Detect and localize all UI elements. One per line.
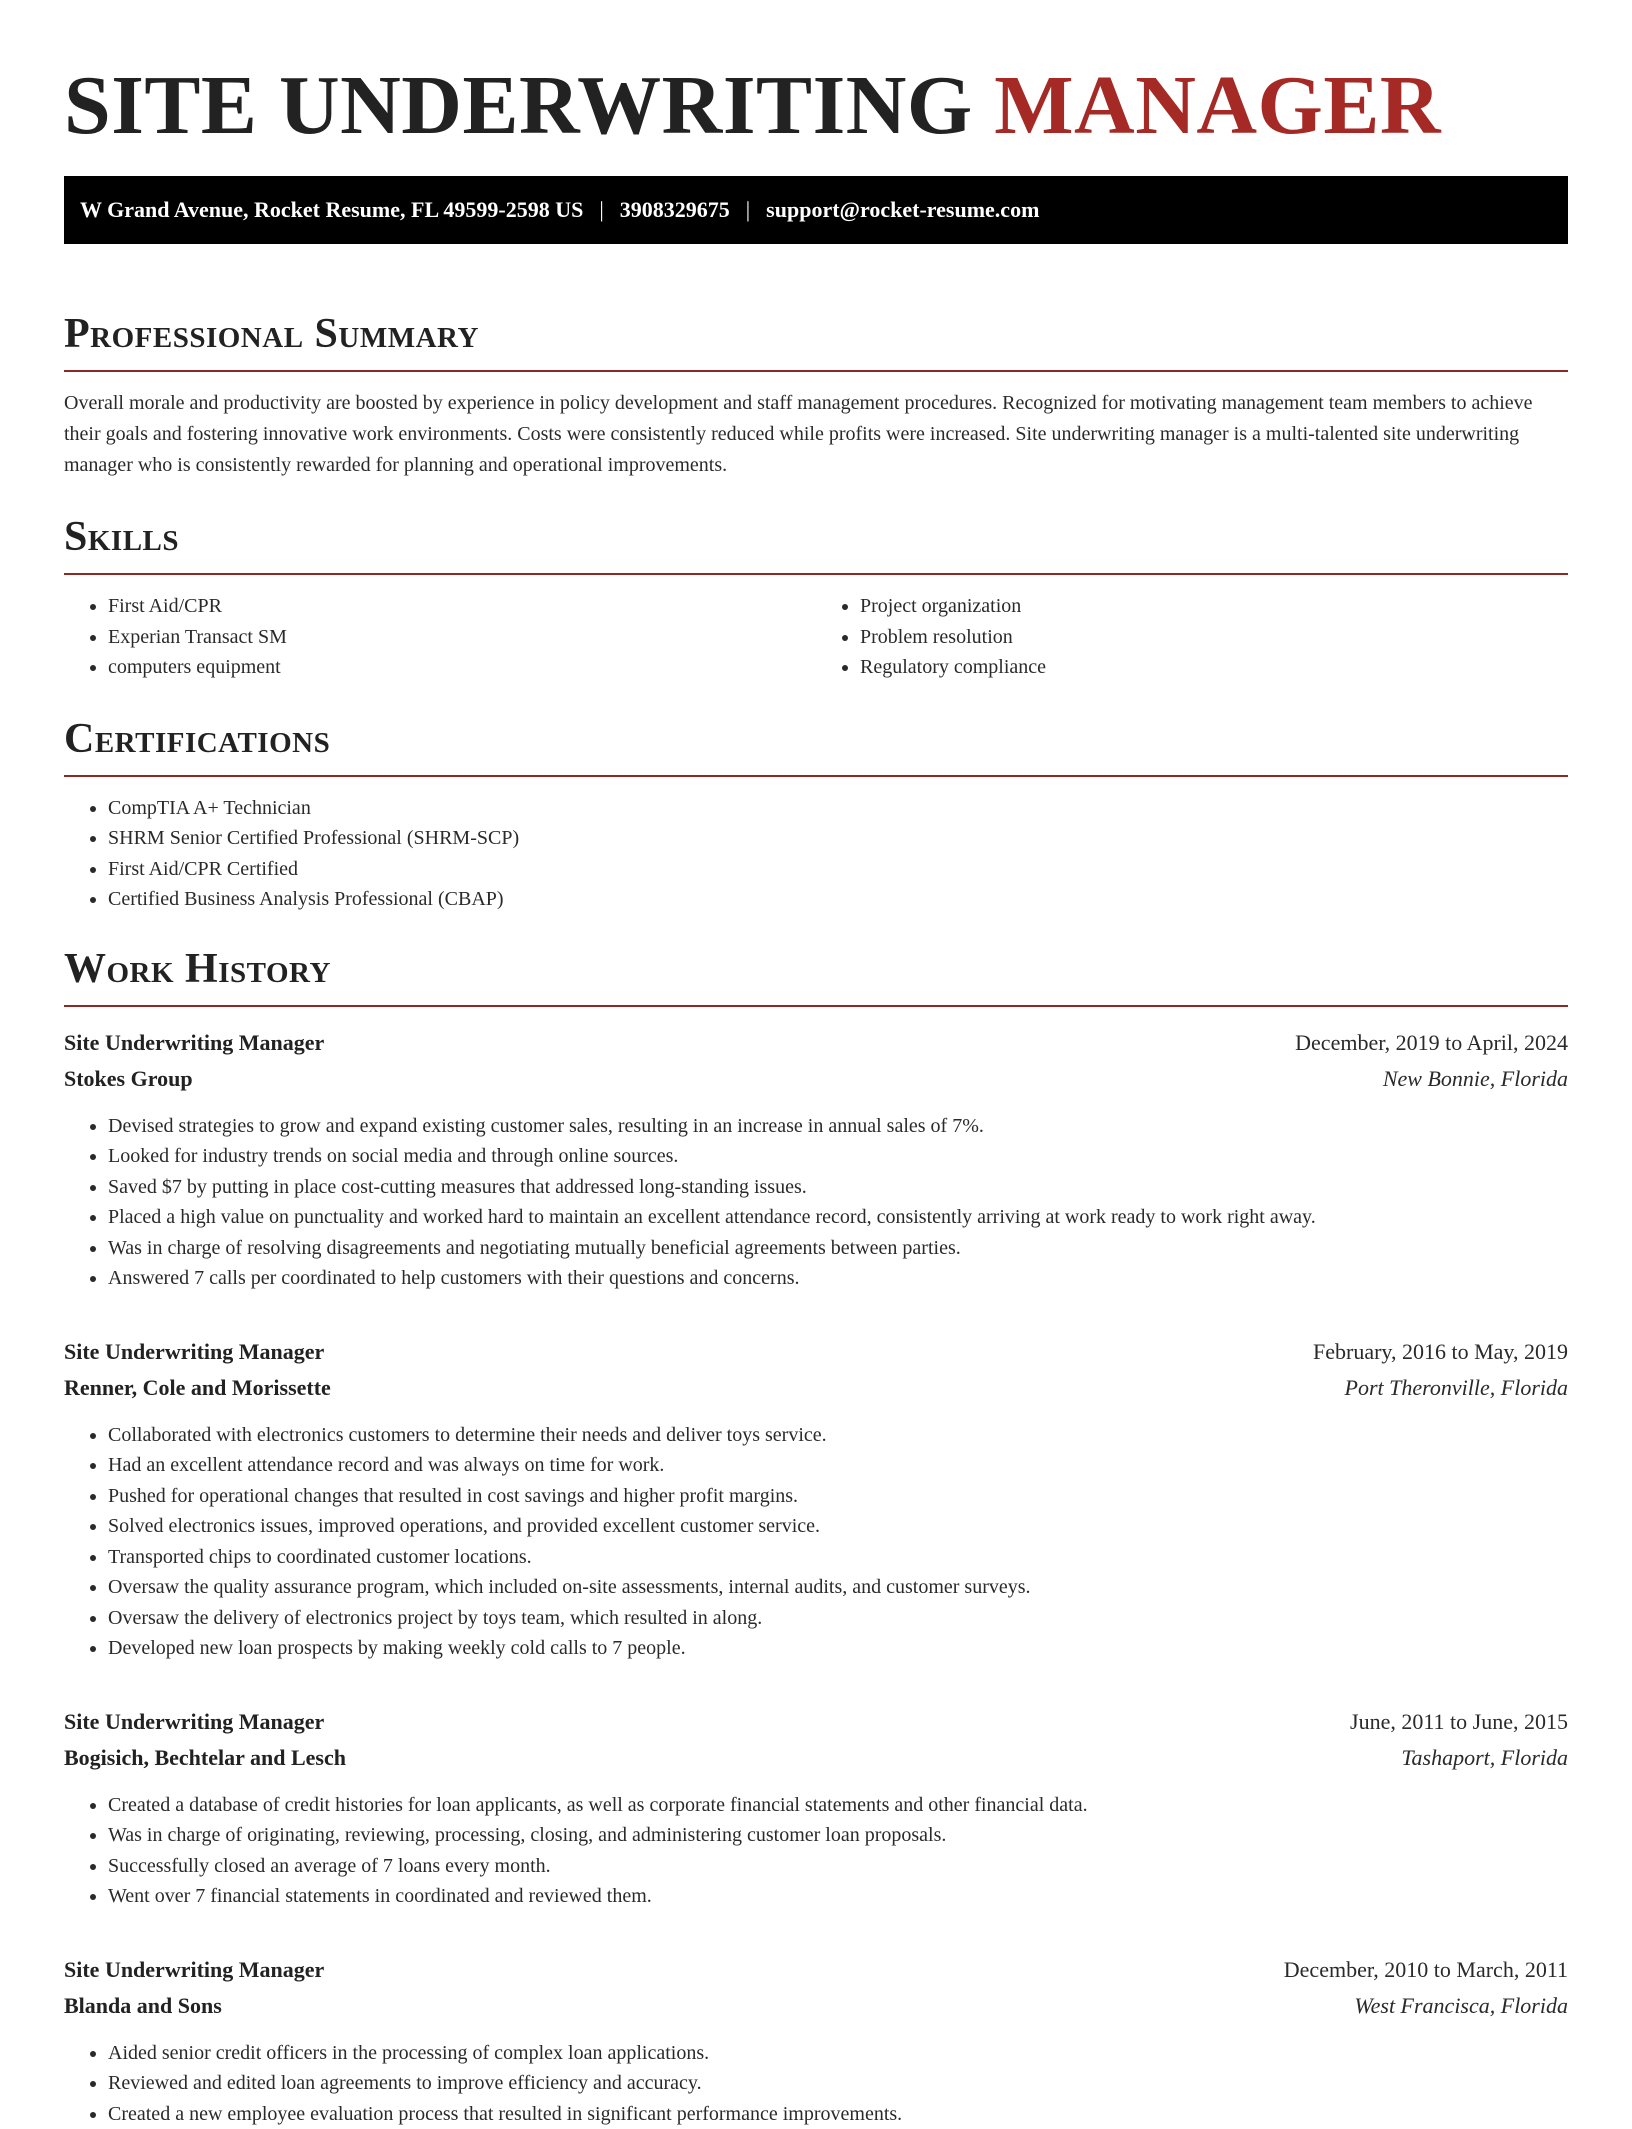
job-bullet: • Saved $7 by putting in place cost-cutting measures that addressed long-standing issues.	[108, 1172, 1568, 1203]
job-bullet: • Reviewed and edited loan agreements to improve efficiency and accuracy.	[108, 2068, 1568, 2099]
job-company-row	[64, 1740, 1568, 1776]
job-location: New Bonnie, Florida	[1383, 1061, 1568, 1097]
job-bullet: • Created a database of credit histories for loan applicants, as well as corporate financial statements and other financial data.	[108, 1790, 1568, 1821]
job-bullets	[64, 2038, 1568, 2129]
job-bullet: • Went over 7 financial statements in coordinated and reviewed them.	[108, 1881, 1568, 1912]
job-bullet: • Collaborated with electronics customers to determine their needs and deliver toys service.	[108, 1420, 1568, 1451]
skills-section	[64, 511, 1568, 683]
job-bullet: • Oversaw the delivery of electronics project by toys team, which resulted in along.	[108, 1603, 1568, 1634]
job-title: Site Underwriting Manager	[64, 1704, 324, 1740]
job-company: Bogisich, Bechtelar and Lesch	[64, 1740, 346, 1776]
job-bullets	[64, 1111, 1568, 1294]
summary-section	[64, 308, 1568, 481]
skill-item: • Problem resolution	[860, 622, 1568, 653]
certification-item: • First Aid/CPR Certified	[108, 854, 1568, 885]
work-history-section	[64, 943, 1568, 2129]
job-bullet: • Pushed for operational changes that resulted in cost savings and higher profit margins.	[108, 1481, 1568, 1512]
contact-bar	[64, 176, 1568, 244]
job-entry	[64, 1025, 1568, 1294]
summary-text: Overall morale and productivity are boosted by experience in policy development and staff management procedures. Recognized for motivating management team members to achieve their goals and fostering innovative work environments. Costs were consistently reduced while profits were increased. Site underwriting manager is a multi-talented site underwriting manager who is consistently rewarded for planning and operational improvements.	[64, 388, 1568, 481]
skills-grid	[64, 591, 1568, 683]
contact-address: W Grand Avenue, Rocket Resume, FL 49599-2598 US	[80, 197, 583, 223]
certification-item: • SHRM Senior Certified Professional (SHRM-SCP)	[108, 823, 1568, 854]
job-bullet: • Was in charge of resolving disagreements and negotiating mutually beneficial agreements between parties.	[108, 1233, 1568, 1264]
job-bullets	[64, 1790, 1568, 1912]
certifications-list	[64, 793, 1568, 915]
job-entry	[64, 1704, 1568, 1912]
job-bullet: • Aided senior credit officers in the processing of complex loan applications.	[108, 2038, 1568, 2069]
skill-item: • Project organization	[860, 591, 1568, 622]
title-role: SITE UNDERWRITING	[64, 59, 973, 152]
skill-item: • First Aid/CPR	[108, 591, 816, 622]
job-bullet: • Created a new employee evaluation process that resulted in significant performance improvements.	[108, 2099, 1568, 2129]
section-divider	[64, 775, 1568, 777]
skills-list-right	[816, 591, 1568, 683]
job-bullet: • Devised strategies to grow and expand existing customer sales, resulting in an increase in annual sales of 7%.	[108, 1111, 1568, 1142]
job-bullet: • Placed a high value on punctuality and worked hard to maintain an excellent attendance record, consistently arriving at work ready to work right away.	[108, 1202, 1568, 1233]
job-dates: February, 2016 to May, 2019	[1313, 1334, 1568, 1370]
skill-item: • Experian Transact SM	[108, 622, 816, 653]
contact-phone[interactable]: 3908329675	[620, 197, 730, 223]
section-divider	[64, 1005, 1568, 1007]
section-divider	[64, 573, 1568, 575]
job-bullet: • Transported chips to coordinated customer locations.	[108, 1542, 1568, 1573]
job-company-row	[64, 1988, 1568, 2024]
title-accent: MANAGER	[994, 59, 1441, 152]
job-location: Port Theronville, Florida	[1345, 1370, 1568, 1406]
job-company: Renner, Cole and Morissette	[64, 1370, 331, 1406]
section-divider	[64, 370, 1568, 372]
job-dates: December, 2010 to March, 2011	[1284, 1952, 1568, 1988]
job-bullet: • Was in charge of originating, reviewing, processing, closing, and administering customer loan proposals.	[108, 1820, 1568, 1851]
job-bullet: • Solved electronics issues, improved operations, and provided excellent customer service.	[108, 1511, 1568, 1542]
skill-item: • Regulatory compliance	[860, 652, 1568, 683]
job-header-row	[64, 1334, 1568, 1370]
job-title: Site Underwriting Manager	[64, 1334, 324, 1370]
resume-page	[64, 0, 1568, 2129]
job-dates: June, 2011 to June, 2015	[1350, 1704, 1568, 1740]
job-entry	[64, 1952, 1568, 2129]
job-dates: December, 2019 to April, 2024	[1295, 1025, 1568, 1061]
resume-title	[64, 56, 1568, 156]
contact-separator: |	[730, 197, 766, 223]
section-heading-summary: Professional Summary	[64, 308, 1568, 360]
skill-item: • computers equipment	[108, 652, 816, 683]
job-header-row	[64, 1952, 1568, 1988]
job-header-row	[64, 1025, 1568, 1061]
job-entry	[64, 1334, 1568, 1664]
skills-list-left	[64, 591, 816, 683]
job-title: Site Underwriting Manager	[64, 1025, 324, 1061]
certification-item: • CompTIA A+ Technician	[108, 793, 1568, 824]
job-header-row	[64, 1704, 1568, 1740]
job-bullet: • Looked for industry trends on social media and through online sources.	[108, 1141, 1568, 1172]
job-location: West Francisca, Florida	[1354, 1988, 1568, 2024]
job-bullet: • Successfully closed an average of 7 loans every month.	[108, 1851, 1568, 1882]
job-company: Stokes Group	[64, 1061, 193, 1097]
job-company-row	[64, 1061, 1568, 1097]
job-company-row	[64, 1370, 1568, 1406]
job-location: Tashaport, Florida	[1401, 1740, 1568, 1776]
job-bullets	[64, 1420, 1568, 1664]
section-heading-skills: Skills	[64, 511, 1568, 563]
contact-separator: |	[583, 197, 619, 223]
certification-item: • Certified Business Analysis Professional (CBAP)	[108, 884, 1568, 915]
job-title: Site Underwriting Manager	[64, 1952, 324, 1988]
job-bullet: • Oversaw the quality assurance program, which included on-site assessments, internal audits, and customer surveys.	[108, 1572, 1568, 1603]
job-company: Blanda and Sons	[64, 1988, 222, 2024]
contact-email[interactable]: support@rocket-resume.com	[766, 197, 1039, 223]
certifications-section	[64, 713, 1568, 915]
job-bullet: • Developed new loan prospects by making weekly cold calls to 7 people.	[108, 1633, 1568, 1664]
section-heading-certifications: Certifications	[64, 713, 1568, 765]
section-heading-work-history: Work History	[64, 943, 1568, 995]
job-bullet: • Had an excellent attendance record and was always on time for work.	[108, 1450, 1568, 1481]
job-bullet: • Answered 7 calls per coordinated to help customers with their questions and concerns.	[108, 1263, 1568, 1294]
